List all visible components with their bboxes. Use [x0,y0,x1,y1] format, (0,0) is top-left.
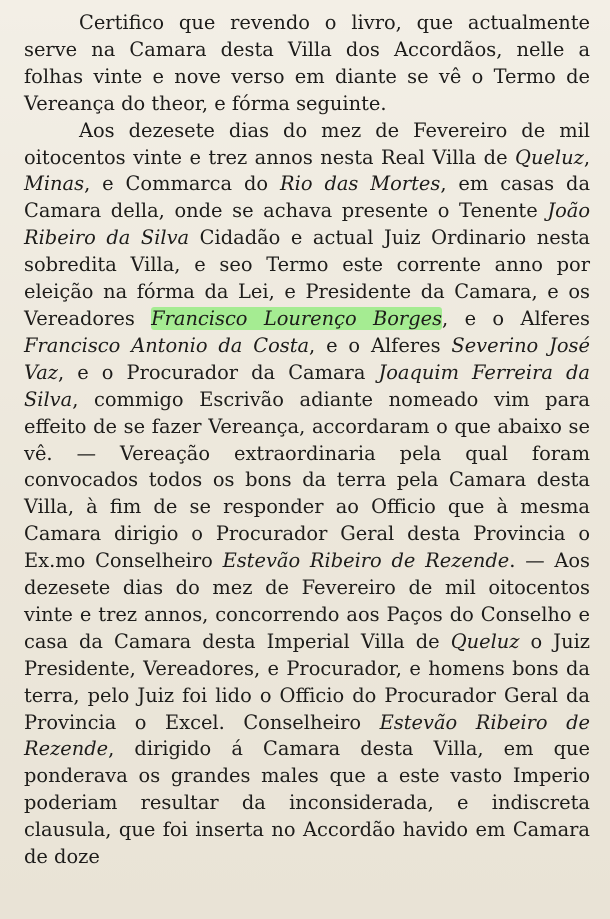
text-segment: Cidadão e actual Juiz Ordinario nesta sobredita Villa, e seo Termo este corrente anno por eleição na fórma da Lei, e Presidente da Camara, e os Vereadores [24,226,590,330]
text-segment: . — Aos dezesete dias do mez de Fevereiro de mil oitocentos vinte e trez annos, concorrendo aos Paços do Conselho e casa da Camara desta Imperial Villa de [24,549,590,653]
highlighted-person-name: Francisco Lourenço Borges [151,306,443,330]
text-segment: , e o Alferes [442,306,591,330]
person-name: João Ribeiro da Silva [24,199,590,250]
text-segment: , commigo Escrivão adiante nomeado vim para effeito de se fazer Vereança, accordaram o que abaixo se vê. — Vereação extraordinaria pela qual foram convocados todos os bons da terra pela Camara desta Villa, à fim de se responder ao Officio que à mesma Camara dirigio o Procurador Geral desta Provincia o Ex.mo Conselheiro [24,387,590,573]
person-name: Severino José Vaz [24,333,590,384]
document-text [24,10,590,871]
text-segment: Certifico que revendo o livro, que actualmente serve na Camara desta Villa dos Accordãos, nelle a folhas vinte e nove verso em diante se vê o Termo de Vereança do theor, e fórma seguinte. [24,11,590,115]
person-name: Estevão Ribeiro de Rezende [222,549,510,573]
paragraph-vereanca [24,118,590,871]
text-segment: , [583,145,590,169]
text-segment: , e o Alferes [309,333,452,357]
text-segment: , e Commarca do [84,172,281,196]
text-segment: Aos dezesete dias do mez de Fevereiro de mil oitocentos vinte e trez annos nesta Real Villa de [24,118,590,169]
person-name: Joaquim Ferreira da Silva [24,360,590,411]
text-segment: , e o Procurador da Camara [58,360,379,384]
place-name: Queluz [450,629,520,653]
place-name: Queluz [515,145,584,169]
text-segment: , dirigido á Camara desta Villa, em que ponderava os grandes males que a este vasto Imperio poderiam resultar da inconsiderada, e indiscreta clausula, que foi inserta no Accordão havido em Camara de doze [24,737,590,869]
person-name: Estevão Ribeiro de Rezende [24,710,590,761]
paragraph-certificate [24,10,590,118]
text-segment: o Juiz Presidente, Vereadores, e Procurador, e homens bons da terra, pelo Juiz foi lido o Officio do Procurador Geral da Provincia o Excel. Conselheiro [24,629,590,734]
text-segment: , em casas da Camara della, onde se achava presente o Tenente [24,172,590,223]
place-name: Minas [24,172,85,196]
place-name: Rio das Mortes [280,172,441,196]
person-name: Francisco Antonio da Costa [24,333,310,357]
